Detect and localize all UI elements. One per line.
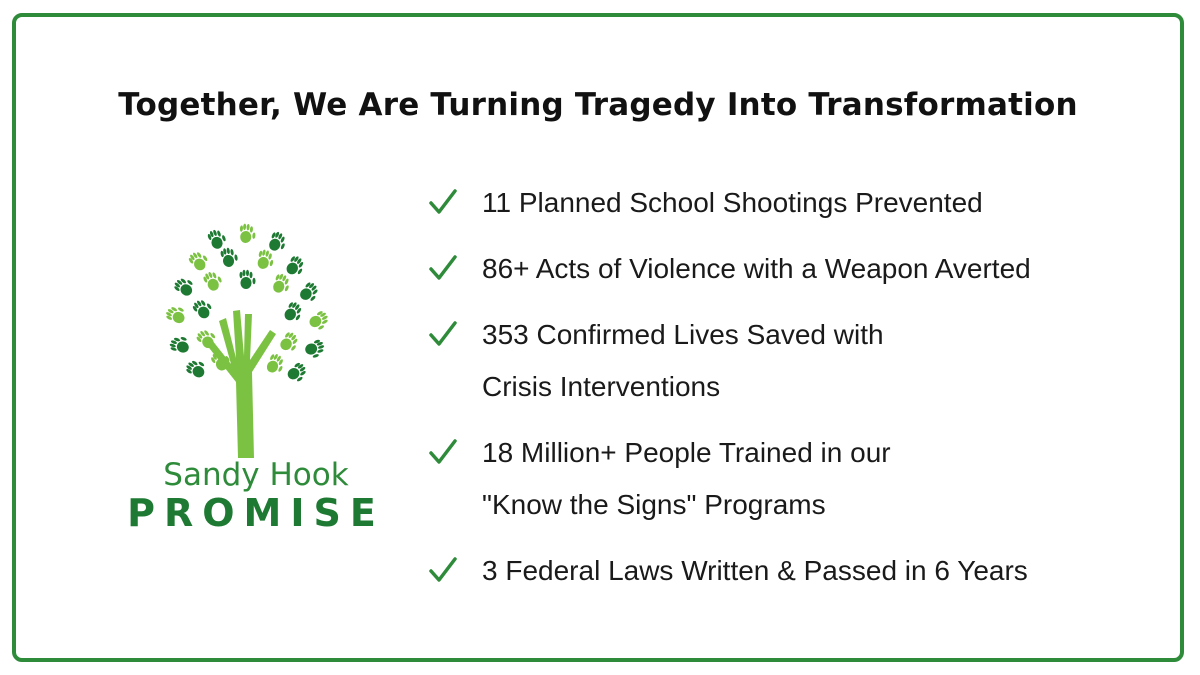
check-icon xyxy=(428,319,458,349)
check-icon xyxy=(428,187,458,217)
tree-of-handprints-icon xyxy=(146,222,346,462)
achievement-text: 353 Confirmed Lives Saved with Crisis Interventions xyxy=(482,319,884,402)
handprint-leaf xyxy=(285,361,310,385)
check-icon xyxy=(428,555,458,585)
handprint-leaf xyxy=(191,296,215,321)
sandy-hook-promise-logo xyxy=(106,217,406,547)
handprint-leaf xyxy=(187,248,211,273)
handprint-leaf xyxy=(297,280,322,305)
achievement-text: 11 Planned School Shootings Prevented xyxy=(482,187,983,218)
handprint-leaf xyxy=(220,246,239,268)
achievement-text: 86+ Acts of Violence with a Weapon Averted xyxy=(482,253,1031,284)
handprint-leaf xyxy=(277,330,302,355)
handprint-leaf xyxy=(239,223,257,244)
handprint-leaf xyxy=(270,272,293,296)
logo-text-sandy-hook: Sandy Hook xyxy=(163,457,349,493)
list-item xyxy=(424,177,1184,229)
list-item xyxy=(424,427,1184,531)
handprint-leaf xyxy=(202,269,225,293)
handprint-leaf xyxy=(264,352,287,377)
achievements-list xyxy=(424,177,1184,611)
handprint-leaf xyxy=(266,230,289,254)
handprint-leaf xyxy=(240,270,256,289)
check-icon xyxy=(428,253,458,283)
tree-trunk xyxy=(206,310,276,458)
handprint-leaf xyxy=(284,254,308,279)
infographic-card xyxy=(12,13,1184,662)
handprint-leaf xyxy=(168,334,192,356)
list-item xyxy=(424,309,1184,413)
handprint-leaf xyxy=(172,274,197,299)
list-item xyxy=(424,243,1184,295)
handprint-leaf xyxy=(282,300,306,325)
handprint-leaf xyxy=(255,248,275,271)
handprint-leaf xyxy=(303,338,327,360)
achievement-text: 18 Million+ People Trained in our "Know the Signs" Programs xyxy=(482,437,891,520)
handprint-leaf xyxy=(307,309,332,332)
handprint-leaf xyxy=(164,303,189,326)
check-icon xyxy=(428,437,458,467)
handprint-leaf xyxy=(206,227,228,251)
list-item xyxy=(424,545,1184,597)
achievement-text: 3 Federal Laws Written & Passed in 6 Years xyxy=(482,555,1028,586)
handprint-leaf xyxy=(184,356,209,380)
logo-text-promise: PROMISE xyxy=(127,491,385,535)
headline: Together, We Are Turning Tragedy Into Transformation xyxy=(118,87,1078,123)
